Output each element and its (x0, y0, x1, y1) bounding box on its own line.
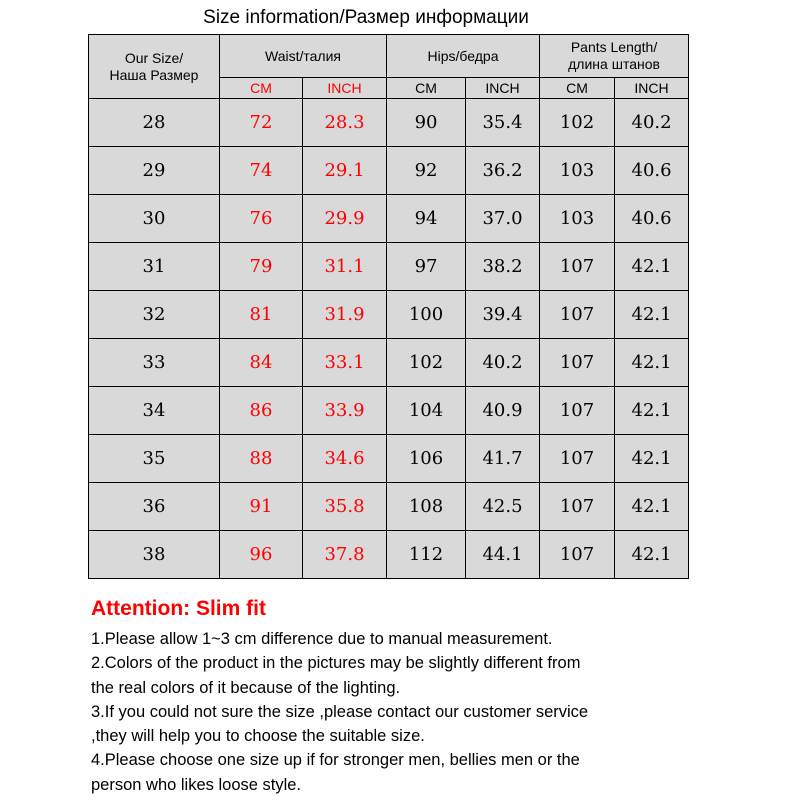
cell-pants-inch: 42.1 (615, 339, 689, 387)
header-pants-inch: INCH (615, 78, 689, 99)
cell-size: 30 (89, 195, 220, 243)
cell-hips-cm: 104 (387, 387, 466, 435)
header-hips-inch: INCH (466, 78, 540, 99)
table-row (89, 147, 689, 195)
cell-pants-inch: 42.1 (615, 483, 689, 531)
cell-hips-inch: 37.0 (466, 195, 540, 243)
cell-size: 35 (89, 435, 220, 483)
cell-waist-cm: 74 (220, 147, 303, 195)
cell-waist-inch: 28.3 (303, 99, 387, 147)
cell-pants-cm: 102 (540, 99, 615, 147)
cell-size: 36 (89, 483, 220, 531)
header-waist-cm: CM (220, 78, 303, 99)
cell-pants-cm: 107 (540, 243, 615, 291)
cell-hips-cm: 94 (387, 195, 466, 243)
cell-waist-cm: 76 (220, 195, 303, 243)
cell-hips-cm: 100 (387, 291, 466, 339)
cell-pants-cm: 107 (540, 387, 615, 435)
cell-waist-inch: 33.1 (303, 339, 387, 387)
cell-hips-cm: 106 (387, 435, 466, 483)
header-our-size-line2: Наша Размер (109, 66, 199, 83)
table-row (89, 339, 689, 387)
header-pants-length (540, 35, 689, 78)
cell-waist-inch: 31.9 (303, 291, 387, 339)
cell-waist-inch: 31.1 (303, 243, 387, 291)
cell-hips-inch: 40.2 (466, 339, 540, 387)
cell-hips-inch: 36.2 (466, 147, 540, 195)
notes-list (91, 627, 731, 797)
note-line: 3.If you could not sure the size ,please contact our customer service (91, 702, 589, 721)
header-waist-inch: INCH (303, 78, 387, 99)
cell-hips-cm: 90 (387, 99, 466, 147)
table-row (89, 291, 689, 339)
cell-pants-inch: 40.2 (615, 99, 689, 147)
cell-waist-cm: 84 (220, 339, 303, 387)
cell-waist-cm: 72 (220, 99, 303, 147)
cell-size: 34 (89, 387, 220, 435)
table-row (89, 531, 689, 579)
cell-size: 29 (89, 147, 220, 195)
cell-pants-cm: 107 (540, 339, 615, 387)
cell-hips-inch: 39.4 (466, 291, 540, 339)
header-pants-cm: CM (540, 78, 615, 99)
cell-pants-inch: 42.1 (615, 291, 689, 339)
cell-hips-inch: 41.7 (466, 435, 540, 483)
table-row (89, 483, 689, 531)
cell-pants-cm: 107 (540, 435, 615, 483)
header-row (89, 35, 689, 78)
cell-waist-inch: 33.9 (303, 387, 387, 435)
note-line: 2.Colors of the product in the pictures may be slightly different from (91, 654, 581, 673)
note-line: 1.Please allow 1~3 cm difference due to manual measurement. (91, 630, 553, 648)
cell-hips-inch: 42.5 (466, 483, 540, 531)
cell-hips-cm: 102 (387, 339, 466, 387)
cell-waist-inch: 29.9 (303, 195, 387, 243)
cell-hips-inch: 38.2 (466, 243, 540, 291)
cell-hips-inch: 44.1 (466, 531, 540, 579)
cell-pants-cm: 107 (540, 291, 615, 339)
cell-size: 28 (89, 99, 220, 147)
cell-hips-cm: 112 (387, 531, 466, 579)
note-line: person who likes loose style. (91, 775, 302, 794)
cell-waist-inch: 37.8 (303, 531, 387, 579)
table-row (89, 243, 689, 291)
header-hips-cm: CM (387, 78, 466, 99)
cell-pants-cm: 107 (540, 531, 615, 579)
cell-waist-cm: 81 (220, 291, 303, 339)
cell-hips-cm: 97 (387, 243, 466, 291)
cell-hips-inch: 40.9 (466, 387, 540, 435)
table-row (89, 99, 689, 147)
table-row (89, 387, 689, 435)
cell-pants-inch: 40.6 (615, 195, 689, 243)
cell-waist-inch: 34.6 (303, 435, 387, 483)
cell-hips-cm: 92 (387, 147, 466, 195)
table-row (89, 195, 689, 243)
note-line: the real colors of it because of the lighting. (91, 678, 401, 697)
header-our-size (89, 35, 220, 99)
cell-waist-cm: 96 (220, 531, 303, 579)
header-pants-line1: Pants Length/ (570, 39, 658, 55)
cell-pants-cm: 107 (540, 483, 615, 531)
cell-pants-inch: 42.1 (615, 531, 689, 579)
header-waist: Waist/талия (220, 35, 387, 78)
table-row (89, 435, 689, 483)
size-table (88, 34, 689, 579)
note-line: 4.Please choose one size up if for stronger men, bellies men or the (91, 751, 580, 770)
attention-heading: Attention: Slim fit (91, 597, 266, 620)
cell-size: 32 (89, 291, 220, 339)
cell-size: 31 (89, 243, 220, 291)
cell-size: 33 (89, 339, 220, 387)
cell-hips-cm: 108 (387, 483, 466, 531)
cell-waist-inch: 35.8 (303, 483, 387, 531)
cell-pants-cm: 103 (540, 195, 615, 243)
cell-waist-cm: 91 (220, 483, 303, 531)
cell-hips-inch: 35.4 (466, 99, 540, 147)
note-line: ,they will help you to choose the suitable size. (91, 727, 425, 746)
cell-waist-cm: 88 (220, 435, 303, 483)
cell-size: 38 (89, 531, 220, 579)
header-our-size-line1: Our Size/ (124, 49, 184, 66)
cell-pants-cm: 103 (540, 147, 615, 195)
header-hips: Hips/бедра (387, 35, 540, 78)
header-pants-line2: длина штанов (568, 56, 660, 72)
cell-pants-inch: 42.1 (615, 387, 689, 435)
cell-pants-inch: 42.1 (615, 243, 689, 291)
cell-pants-inch: 40.6 (615, 147, 689, 195)
cell-waist-cm: 79 (220, 243, 303, 291)
cell-waist-cm: 86 (220, 387, 303, 435)
cell-pants-inch: 42.1 (615, 435, 689, 483)
cell-waist-inch: 29.1 (303, 147, 387, 195)
page-title: Size information/Размер информации (203, 7, 529, 28)
